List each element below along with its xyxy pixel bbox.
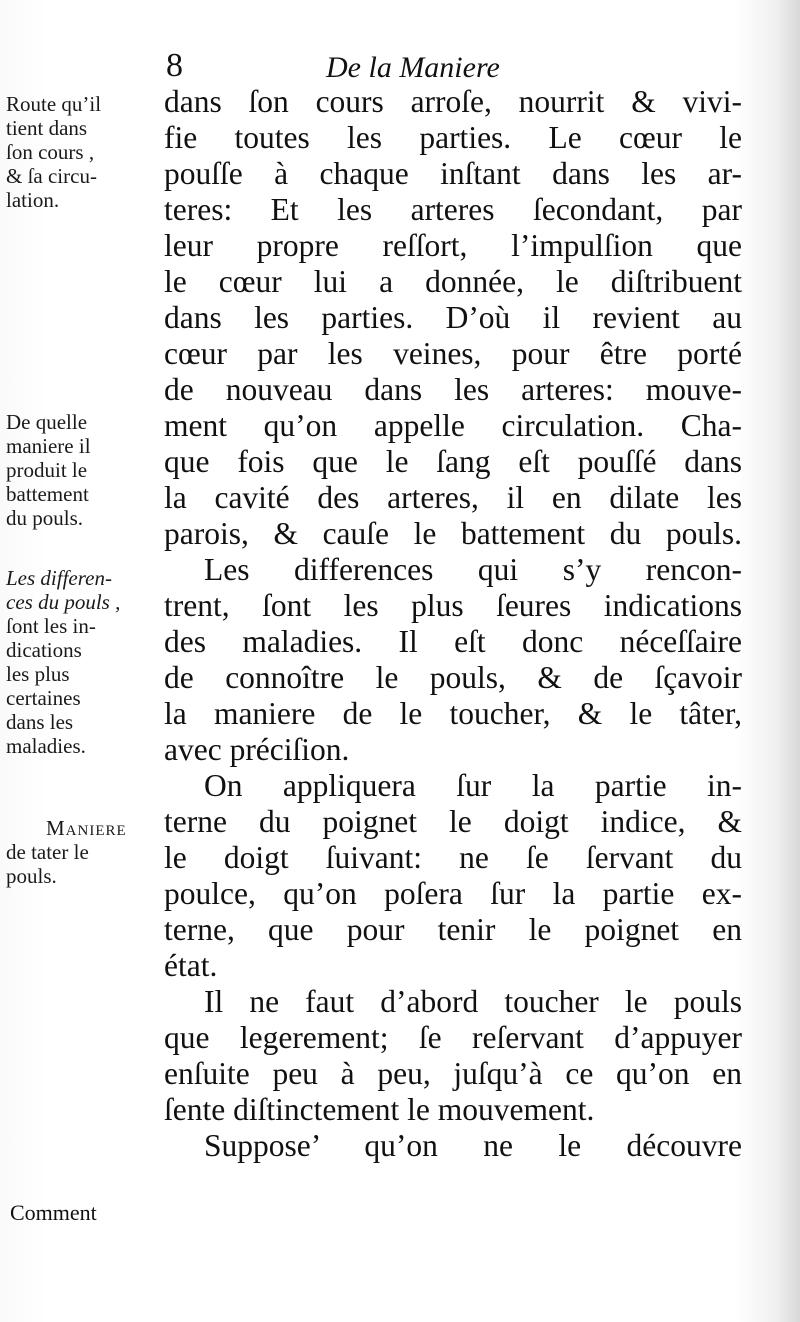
margin-line: ces du pouls , xyxy=(6,590,121,614)
margin-line: tient dans xyxy=(6,116,88,140)
catchword: Comment xyxy=(10,1200,97,1225)
text-line: Il ne faut d’abord toucher le pouls xyxy=(204,984,742,1019)
body-text xyxy=(164,84,742,1164)
text-line: le cœur lui a donnée, le diſtribuent xyxy=(164,264,742,299)
margin-note-route xyxy=(6,92,156,212)
text-line: teres: Et les arteres ſecondant, par xyxy=(164,192,742,227)
text-line: trent, ſont les plus ſeures indications xyxy=(164,588,742,623)
text-line: enſuite peu à peu, juſqu’à ce qu’on en xyxy=(164,1056,742,1091)
text-line: que legerement; ſe reſervant d’appuyer xyxy=(164,1020,742,1055)
margin-line: Les differen- xyxy=(6,566,112,590)
margin-line: & ſa circu- xyxy=(6,164,97,188)
text-line: ment qu’on appelle circulation. Cha- xyxy=(164,408,742,443)
page-header xyxy=(160,44,760,88)
margin-line: dications xyxy=(6,638,82,662)
text-line: de nouveau dans les arteres: mouve- xyxy=(164,372,742,407)
margin-note-differences xyxy=(6,566,156,758)
text-line: parois, & cauſe le battement du pouls. xyxy=(164,516,742,551)
margin-note-battement xyxy=(6,410,156,530)
running-head: De la Maniere xyxy=(326,51,500,84)
text-line: poulce, qu’on poſera ſur la partie ex- xyxy=(164,876,742,911)
text-line: avec préciſion. xyxy=(164,732,350,767)
page-number: 8 xyxy=(166,47,183,84)
margin-line: battement xyxy=(6,482,89,506)
text-line: des maladies. Il eſt donc néceſſaire xyxy=(164,624,742,659)
margin-line: certaines xyxy=(6,686,81,710)
text-line: Suppose’ qu’on ne le découvre xyxy=(204,1128,742,1163)
margin-line: Route qu’il xyxy=(6,92,102,116)
margin-line: ſon cours , xyxy=(6,140,95,164)
text-line: de connoître le pouls, & de ſçavoir xyxy=(164,660,742,695)
margin-line: maladies. xyxy=(6,734,86,758)
text-line: terne, que pour tenir le poignet en xyxy=(164,912,742,947)
text-line: dans ſon cours arroſe, nourrit & vivi- xyxy=(164,84,742,119)
text-line: la cavité des arteres, il en dilate les xyxy=(164,480,742,515)
margin-line: maniere il xyxy=(6,434,91,458)
margin-line: pouls. xyxy=(6,864,57,888)
margin-line: de tater le xyxy=(6,840,89,864)
text-line: pouſſe à chaque inſtant dans les ar- xyxy=(164,156,742,191)
margin-line: produit le xyxy=(6,458,88,482)
text-line: fie toutes les parties. Le cœur le xyxy=(164,120,742,155)
text-line: terne du poignet le doigt indice, & xyxy=(164,804,742,839)
margin-line: du pouls. xyxy=(6,506,84,530)
text-line: ſente diſtinctement le mouvement. xyxy=(164,1092,595,1127)
text-line: leur propre reſſort, l’impulſion que xyxy=(164,228,742,263)
margin-line: lation. xyxy=(6,188,60,212)
text-line: que fois que le ſang eſt pouſſé dans xyxy=(164,444,742,479)
text-line: dans les parties. D’où il revient au xyxy=(164,300,742,335)
text-line: état. xyxy=(164,948,218,983)
text-line: la maniere de le toucher, & le tâter, xyxy=(164,696,742,731)
text-line: le doigt ſuivant: ne ſe ſervant du xyxy=(164,840,742,875)
margin-note-maniere xyxy=(6,816,156,888)
margin-line: De quelle xyxy=(6,410,88,434)
margin-line: Maniere xyxy=(46,816,127,840)
margin-line: les plus xyxy=(6,662,70,686)
margin-line: ſont les in- xyxy=(6,614,96,638)
text-line: Les differences qui s’y rencon- xyxy=(204,552,742,587)
text-line: cœur par les veines, pour être porté xyxy=(164,336,742,371)
margin-line: dans les xyxy=(6,710,74,734)
text-line: On appliquera ſur la partie in- xyxy=(204,768,742,803)
